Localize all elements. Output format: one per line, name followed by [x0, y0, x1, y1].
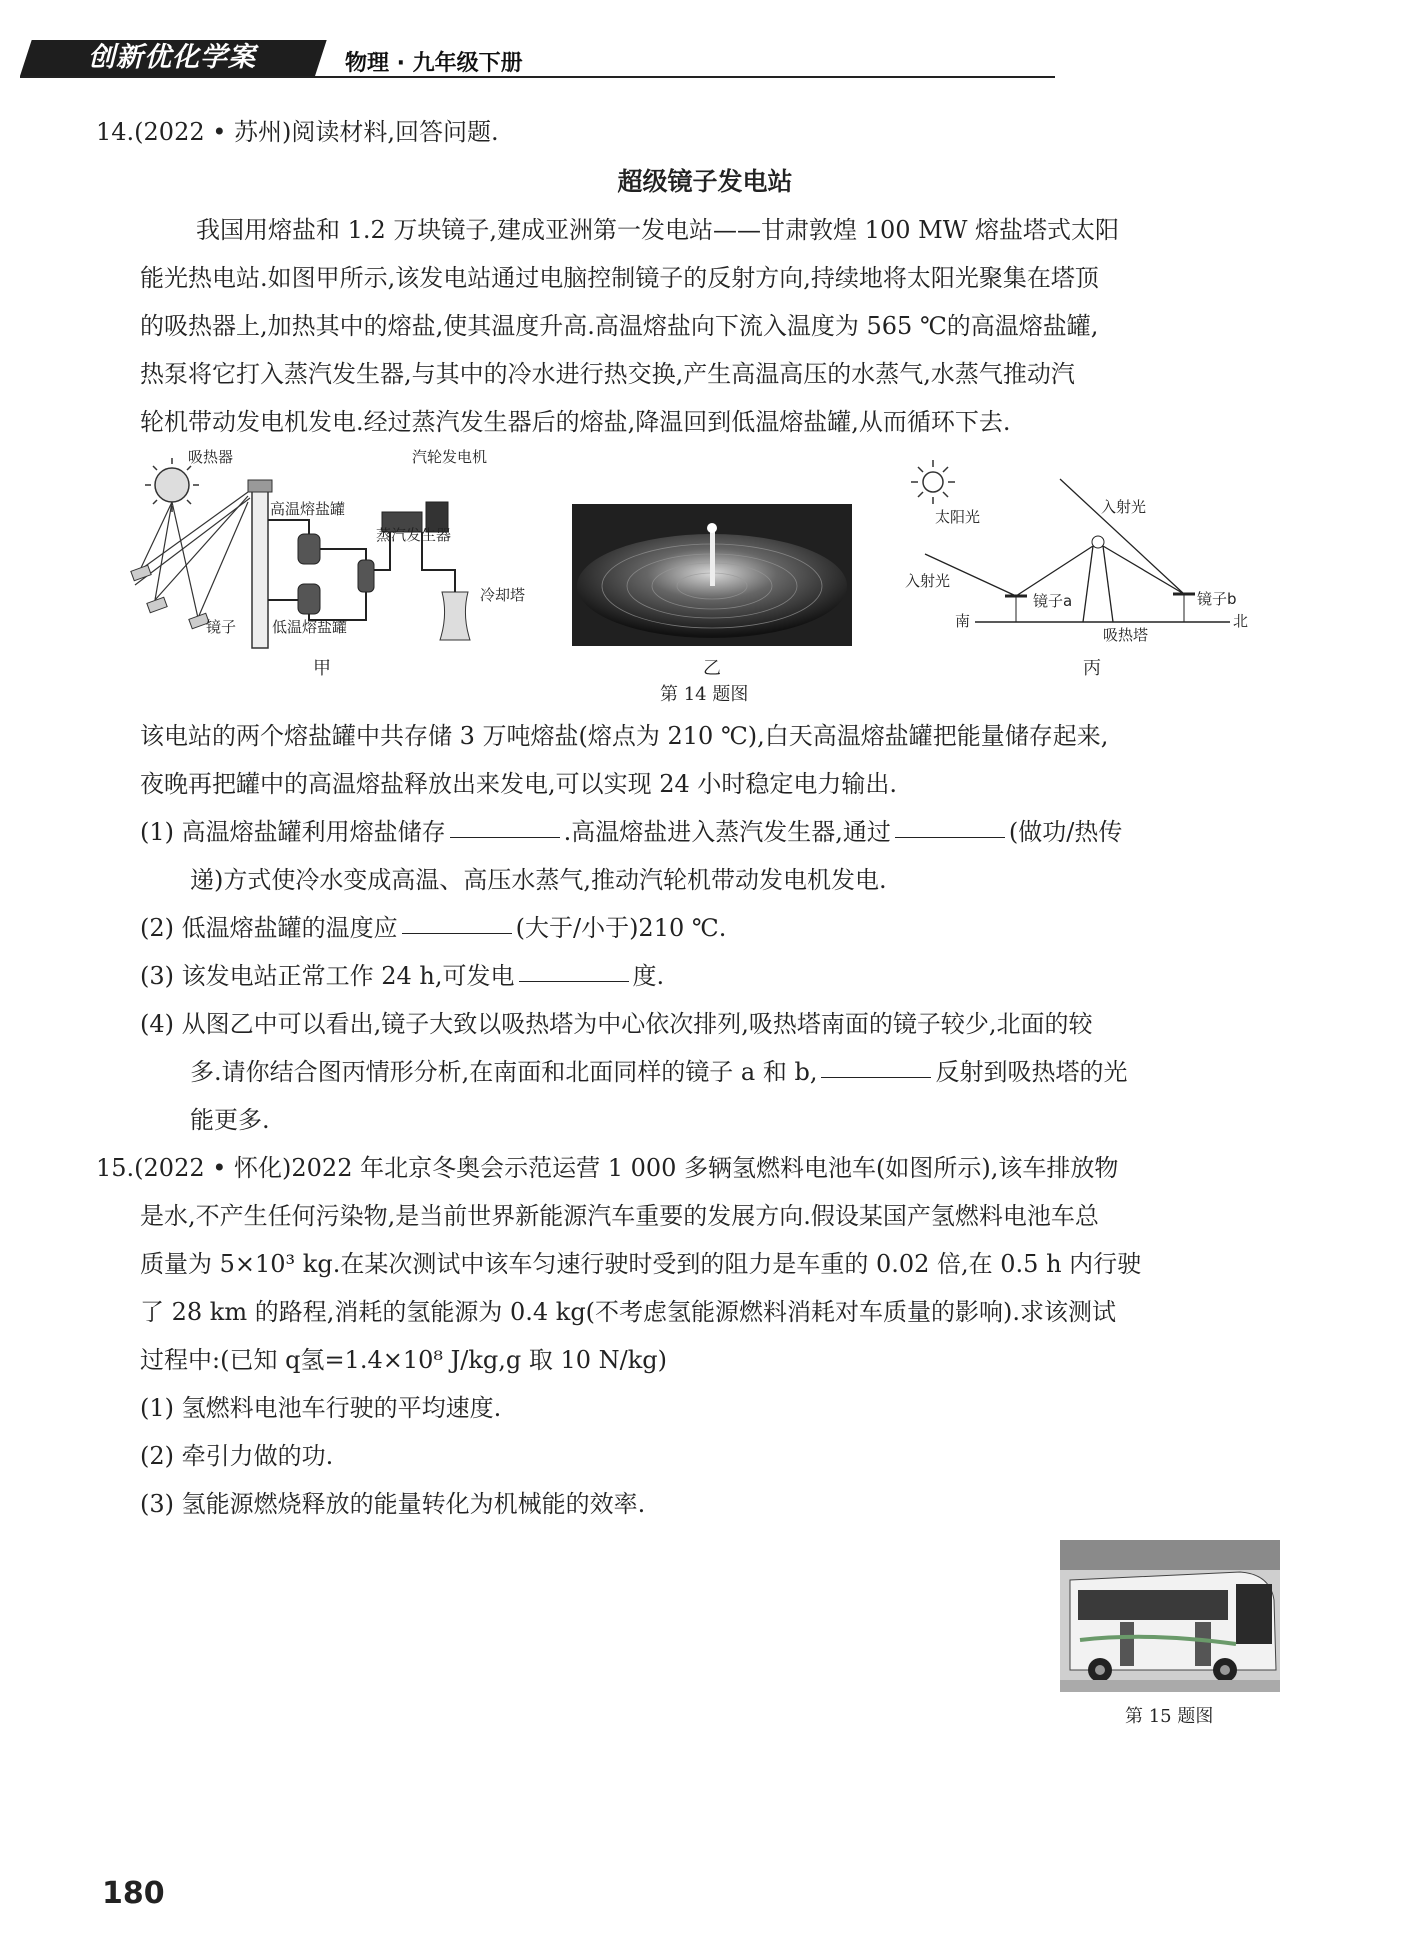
low-temp-tank: [298, 584, 320, 614]
label-incident-light-2: 入射光: [905, 572, 951, 590]
q15-line-5: 过程中:(已知 q氢=1.4×10⁸ J/kg,g 取 10 N/kg): [140, 1346, 668, 1374]
label-low-temp-tank: 低温熔盐罐: [272, 618, 348, 636]
label-turbine-generator: 汽轮发电机: [412, 448, 488, 466]
label-mirror: 镜子: [206, 618, 237, 636]
answer-blank-5[interactable]: [821, 1076, 931, 1078]
q14-sub1-line2: 递)方式使冷水变成高温、高压水蒸气,推动汽轮机带动发电机发电.: [190, 866, 887, 894]
para1-line-4: 热泵将它打入蒸汽发生器,与其中的冷水进行热交换,产生高温高压的水蒸气,水蒸气推动汽: [140, 360, 1075, 388]
label-mirror-a: 镜子a: [1033, 592, 1073, 610]
q14-sub1-line1: (1) 高温熔盐罐利用熔盐储存 .高温熔盐进入蒸汽发生器,通过 (做功/热传: [140, 818, 1123, 846]
steam-generator: [358, 560, 374, 592]
para2-line-1: 该电站的两个熔盐罐中共存储 3 万吨熔盐(熔点为 210 ℃),白天高温熔盐罐把能量储存起来,: [140, 722, 1109, 750]
header-subject: 物理 · 九年级下册: [345, 51, 523, 76]
figure-a-label: 甲: [313, 658, 331, 679]
label-south: 南: [955, 612, 971, 630]
figure-b-label: 乙: [703, 658, 721, 679]
label-absorber: 吸热器: [188, 448, 234, 466]
q15-sub-1: (1) 氢燃料电池车行驶的平均速度.: [140, 1394, 502, 1422]
figure-b-photo: [572, 504, 852, 646]
q14-sub4-line1: (4) 从图乙中可以看出,镜子大致以吸热塔为中心依次排列,吸热塔南面的镜子较少,北面的较: [140, 1010, 1093, 1038]
para1-line-1: 我国用熔盐和 1.2 万块镜子,建成亚洲第一发电站——甘肃敦煌 100 MW 熔盐塔式太阳: [196, 216, 1119, 244]
bus-photo: [1060, 1540, 1280, 1692]
q15-line-4: 了 28 km 的路程,消耗的氢能源为 0.4 kg(不考虑氢能源燃料消耗对车质量的影响).求该测试: [140, 1298, 1117, 1326]
q14-source: (2022 • 苏州)阅读材料,回答问题.: [134, 118, 499, 146]
absorber-tower: [252, 488, 268, 648]
answer-blank-1[interactable]: [450, 836, 560, 838]
tower-icon: [710, 526, 715, 586]
q15-line-3: 质量为 5×10³ kg.在某次测试中该车匀速行驶时受到的阻力是车重的 0.02 倍,在 0.5 h 内行驶: [140, 1250, 1142, 1278]
q15-line-2: 是水,不产生任何污染物,是当前世界新能源汽车重要的发展方向.假设某国产氢燃料电池车总: [140, 1202, 1099, 1230]
label-steam-generator: 蒸汽发生器: [376, 526, 452, 544]
header-rule: [20, 76, 1055, 78]
page-number: 180: [102, 1876, 165, 1911]
para1-line-5: 轮机带动发电机发电.经过蒸汽发生器后的熔盐,降温回到低温熔盐罐,从而循环下去.: [140, 408, 1011, 436]
q15-line-1: 15.(2022 • 怀化)2022 年北京冬奥会示范运营 1 000 多辆氢燃料电池车(如图所示),该车排放物: [96, 1154, 1119, 1182]
figure-15-caption: 第 15 题图: [1125, 1706, 1214, 1727]
figure-a-diagram: [130, 448, 526, 650]
label-high-temp-tank: 高温熔盐罐: [270, 500, 346, 518]
q14-sub2: (2) 低温熔盐罐的温度应 (大于/小于)210 ℃.: [140, 914, 727, 942]
para1-line-3: 的吸热器上,加热其中的熔盐,使其温度升高.高温熔盐向下流入温度为 565 ℃的高温熔盐罐,: [140, 312, 1099, 340]
label-incident-light-1: 入射光: [1101, 498, 1147, 516]
q14-sub4-line2: 多.请你结合图丙情形分析,在南面和北面同样的镜子 a 和 b, 反射到吸热塔的光: [190, 1058, 1128, 1086]
q14-heading: [96, 108, 499, 156]
para1-line-2: 能光热电站.如图甲所示,该发电站通过电脑控制镜子的反射方向,持续地将太阳光聚集在塔顶: [140, 264, 1099, 292]
label-cooling-tower: 冷却塔: [480, 586, 526, 604]
q14-number: 14.: [96, 118, 135, 146]
answer-blank-3[interactable]: [402, 932, 512, 934]
cooling-tower: [440, 592, 470, 640]
q15-sub-3: (3) 氢能源燃烧释放的能量转化为机械能的效率.: [140, 1490, 646, 1518]
q15-sub-2: (2) 牵引力做的功.: [140, 1442, 334, 1470]
header-brand: 创新优化学案: [88, 42, 256, 73]
answer-blank-2[interactable]: [895, 836, 1005, 838]
answer-blank-4[interactable]: [519, 980, 629, 982]
high-temp-tank: [298, 534, 320, 564]
figure-c-diagram: [905, 454, 1265, 644]
label-sunlight: 太阳光: [935, 508, 981, 526]
figure-c-label: 丙: [1083, 658, 1101, 679]
label-mirror-b: 镜子b: [1197, 590, 1237, 608]
q15-number: 15.: [96, 1154, 135, 1182]
figure-14-caption: 第 14 题图: [660, 684, 749, 705]
para2-line-2: 夜晚再把罐中的高温熔盐释放出来发电,可以实现 24 小时稳定电力输出.: [140, 770, 898, 798]
article-title: 超级镜子发电站: [617, 167, 793, 196]
label-north: 北: [1233, 612, 1249, 630]
q14-sub4-line3: 能更多.: [190, 1106, 270, 1134]
q14-sub3: (3) 该发电站正常工作 24 h,可发电 度.: [140, 962, 665, 990]
sun-icon: [911, 460, 955, 504]
label-tower: 吸热塔: [1103, 626, 1149, 644]
absorber-icon: [1092, 536, 1104, 548]
